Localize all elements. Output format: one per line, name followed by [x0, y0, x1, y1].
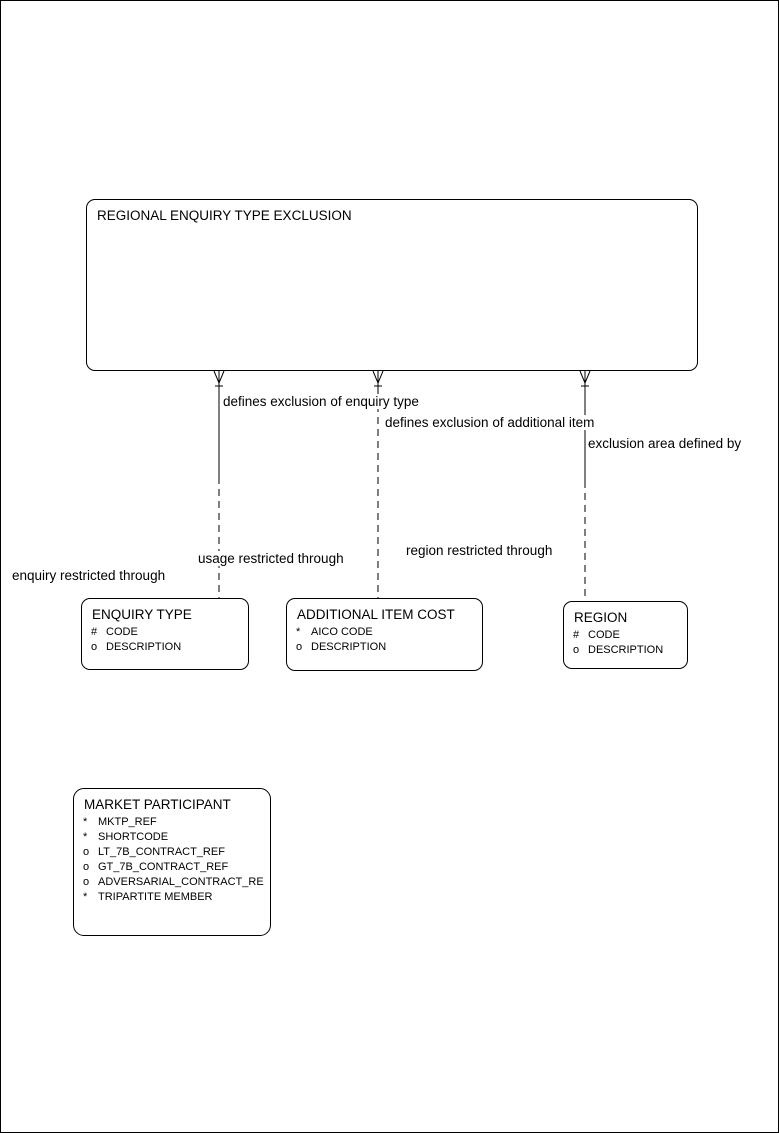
relationship-line-region[interactable] — [580, 371, 590, 601]
attribute-optionality-mark: o — [83, 861, 90, 873]
attribute-name: DESCRIPTION — [588, 644, 664, 656]
attribute-optionality-mark: # — [573, 629, 580, 641]
relationship-wires — [1, 1, 779, 1133]
attribute-row — [83, 890, 270, 905]
attribute-optionality-mark: o — [83, 846, 90, 858]
entity-regional-enquiry-type-exclusion[interactable] — [86, 199, 698, 371]
entity-title: REGIONAL ENQUIRY TYPE EXCLUSION — [97, 208, 352, 223]
attribute-optionality-mark: o — [91, 641, 98, 653]
attribute-optionality-mark: * — [296, 626, 301, 638]
attribute-row — [296, 625, 482, 640]
attribute-optionality-mark: o — [296, 641, 303, 653]
relationship-label-usage-restricted-through: usage restricted through — [198, 551, 344, 566]
entity-enquiry-type[interactable] — [81, 598, 249, 670]
attribute-name: AICO CODE — [311, 626, 373, 638]
attribute-optionality-mark: # — [91, 626, 98, 638]
attribute-name: ADVERSARIAL_CONTRACT_RE — [98, 876, 264, 888]
attribute-name: DESCRIPTION — [106, 641, 182, 653]
attribute-row — [83, 815, 270, 830]
attribute-name: LT_7B_CONTRACT_REF — [98, 846, 225, 858]
attribute-row — [83, 845, 270, 860]
entity-title: ENQUIRY TYPE — [92, 607, 192, 622]
relationship-label-defines-exclusion-of-enquiry-type: defines exclusion of enquiry type — [223, 394, 419, 409]
attribute-name: GT_7B_CONTRACT_REF — [98, 861, 229, 873]
entity-title: ADDITIONAL ITEM COST — [297, 607, 455, 622]
attribute-row — [91, 625, 248, 640]
attribute-row — [573, 628, 687, 643]
entity-market-participant[interactable] — [73, 788, 271, 936]
entity-title: REGION — [574, 610, 628, 625]
entity-title: MARKET PARTICIPANT — [84, 797, 231, 812]
attribute-row — [296, 640, 482, 655]
attribute-optionality-mark: * — [83, 831, 88, 843]
attribute-row — [83, 875, 270, 890]
attribute-name: SHORTCODE — [98, 831, 169, 843]
relationship-label-region-restricted-through: region restricted through — [406, 543, 553, 558]
attribute-optionality-mark: o — [83, 876, 90, 888]
attribute-row — [83, 860, 270, 875]
relationship-label-enquiry-restricted-through: enquiry restricted through — [12, 568, 166, 583]
attribute-row — [573, 643, 687, 658]
attribute-name: DESCRIPTION — [311, 641, 387, 653]
attribute-name: CODE — [106, 626, 138, 638]
attribute-row — [83, 830, 270, 845]
attribute-name: CODE — [588, 629, 620, 641]
attribute-optionality-mark: * — [83, 891, 88, 903]
attribute-name: MKTP_REF — [98, 816, 157, 828]
attribute-row — [91, 640, 248, 655]
attribute-name: TRIPARTITE MEMBER — [98, 891, 213, 903]
attribute-optionality-mark: o — [573, 644, 580, 656]
entity-region[interactable] — [563, 601, 688, 669]
relationship-label-exclusion-area-defined-by: exclusion area defined by — [588, 436, 742, 451]
attribute-optionality-mark: * — [83, 816, 88, 828]
relationship-label-defines-exclusion-of-additional-item: defines exclusion of additional item — [385, 415, 595, 430]
entity-additional-item-cost[interactable] — [286, 598, 483, 671]
